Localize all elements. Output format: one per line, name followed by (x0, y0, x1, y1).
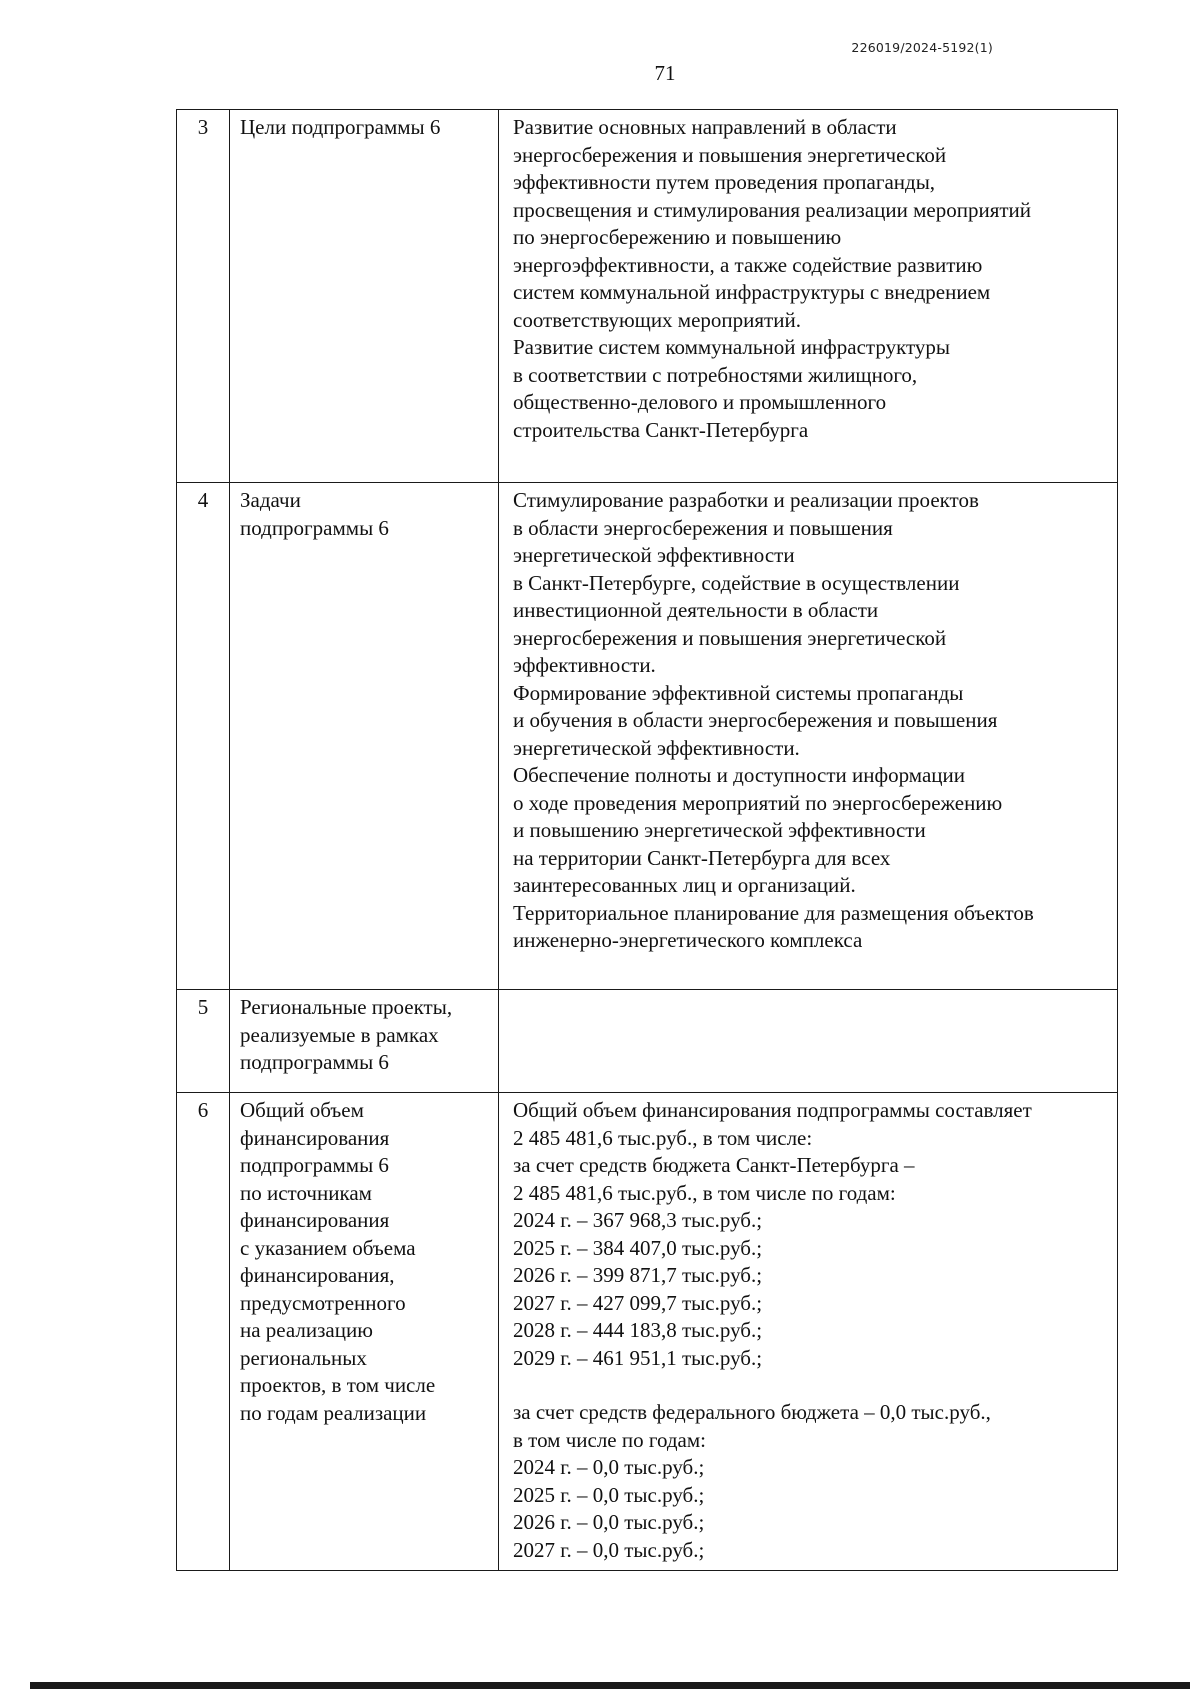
content-line: 2027 г. – 427 099,7 тыс.руб.; (513, 1290, 763, 1315)
row-content-cell (499, 990, 1118, 1093)
content-line: за счет средств бюджета Санкт-Петербурга – (513, 1153, 915, 1177)
content-line: энергетической эффективности. (513, 735, 800, 760)
label-line: проектов, в том числе (240, 1373, 436, 1397)
label-line: Задачи (240, 488, 301, 512)
label-line: региональных (240, 1345, 367, 1370)
content-line: энергоэффективности, а также содействие развитию (513, 252, 983, 277)
content-line: энергосбережения и повышения энергетической (513, 625, 947, 650)
label-line: Общий объем (240, 1098, 364, 1122)
row-label-cell (230, 483, 499, 990)
content-line: энергосбережения и повышения энергетической (513, 142, 947, 167)
content-line: энергетической эффективности (513, 543, 795, 567)
content-line: в том числе по годам: (513, 1427, 706, 1452)
content-line: Стимулирование разработки и реализации проектов (513, 488, 979, 512)
row-label-cell (230, 990, 499, 1093)
row-label-cell (230, 1093, 499, 1571)
table-body (177, 110, 1118, 1571)
content-line: 2024 г. – 0,0 тыс.руб.; (513, 1455, 705, 1479)
table-row (177, 990, 1118, 1093)
content-line: 2026 г. – 399 871,7 тыс.руб.; (513, 1263, 763, 1287)
content-line: 2027 г. – 0,0 тыс.руб.; (513, 1537, 705, 1562)
content-line: по энергосбережению и повышению (513, 225, 842, 249)
content-line: эффективности путем проведения пропаганды, (513, 170, 936, 194)
content-line: в области энергосбережения и повышения (513, 515, 893, 540)
content-line: 2025 г. – 384 407,0 тыс.руб.; (513, 1235, 763, 1260)
label-line: Цели подпрограммы 6 (240, 115, 441, 139)
content-line: просвещения и стимулирования реализации мероприятий (513, 197, 1032, 222)
content-line: Развитие основных направлений в области (513, 115, 897, 139)
subprogram-passport-table (176, 109, 1118, 1571)
row-number-cell: 5 (177, 990, 230, 1093)
table-row (177, 483, 1118, 990)
label-line: по источникам (240, 1180, 372, 1205)
label-line: финансирования (240, 1125, 390, 1150)
content-line: и обучения в области энергосбережения и повышения (513, 708, 998, 732)
blank-line (513, 1372, 1111, 1399)
content-line: 2026 г. – 0,0 тыс.руб.; (513, 1510, 705, 1534)
label-line: по годам реализации (240, 1400, 427, 1425)
content-line: 2025 г. – 0,0 тыс.руб.; (513, 1482, 705, 1507)
content-line: заинтересованных лиц и организаций. (513, 873, 856, 897)
content-line: 2 485 481,6 тыс.руб., в том числе: (513, 1125, 813, 1150)
label-line: подпрограммы 6 (240, 515, 389, 540)
table-row (177, 110, 1118, 483)
row-content-cell (499, 110, 1118, 483)
content-line: за счет средств федерального бюджета – 0,0 тыс.руб., (513, 1400, 991, 1424)
content-line: Формирование эффективной системы пропаганды (513, 680, 964, 705)
label-line: финансирования, (240, 1263, 395, 1287)
row-number-cell: 3 (177, 110, 230, 483)
label-line: предусмотренного (240, 1290, 406, 1315)
scan-bottom-edge-rule (30, 1682, 1190, 1689)
content-line: о ходе проведения мероприятий по энергосбережению (513, 790, 1003, 815)
content-line: в соответствии с потребностями жилищного, (513, 362, 918, 387)
label-line: с указанием объема (240, 1235, 416, 1260)
document-registration-code: 226019/2024-5192(1) (851, 40, 993, 55)
table-row (177, 1093, 1118, 1571)
label-line: финансирования (240, 1208, 390, 1232)
content-line: инвестиционной деятельности в области (513, 598, 879, 622)
row-content-cell (499, 483, 1118, 990)
label-line: подпрограммы 6 (240, 1050, 389, 1074)
label-line: подпрограммы 6 (240, 1153, 389, 1177)
page-number: 71 (654, 61, 676, 85)
content-line: инженерно-энергетического комплекса (513, 928, 863, 952)
label-line: Региональные проекты, (240, 995, 453, 1019)
content-line: Обеспечение полноты и доступности информации (513, 763, 965, 787)
row-label-cell (230, 110, 499, 483)
content-line: Развитие систем коммунальной инфраструктуры (513, 335, 951, 359)
content-line: в Санкт-Петербурге, содействие в осуществлении (513, 570, 960, 595)
content-line: Территориальное планирование для размещения объектов (513, 900, 1034, 925)
label-line: на реализацию (240, 1318, 373, 1342)
content-line: систем коммунальной инфраструктуры с внедрением (513, 280, 991, 304)
row-number-cell: 4 (177, 483, 230, 990)
content-line: 2 485 481,6 тыс.руб., в том числе по годам: (513, 1180, 896, 1205)
content-line: на территории Санкт-Петербурга для всех (513, 845, 891, 870)
content-line: Общий объем финансирования подпрограммы составляет (513, 1098, 1032, 1122)
content-line: соответствующих мероприятий. (513, 307, 801, 332)
row-content-cell (499, 1093, 1118, 1571)
content-line: и повышению энергетической эффективности (513, 818, 926, 842)
content-line: 2024 г. – 367 968,3 тыс.руб.; (513, 1208, 763, 1232)
content-line: общественно-делового и промышленного (513, 390, 887, 414)
label-line: реализуемые в рамках (240, 1022, 439, 1047)
content-line: 2029 г. – 461 951,1 тыс.руб.; (513, 1345, 763, 1370)
content-line: эффективности. (513, 653, 656, 677)
content-line: строительства Санкт-Петербурга (513, 417, 809, 442)
row-number-cell: 6 (177, 1093, 230, 1571)
content-line: 2028 г. – 444 183,8 тыс.руб.; (513, 1318, 763, 1342)
